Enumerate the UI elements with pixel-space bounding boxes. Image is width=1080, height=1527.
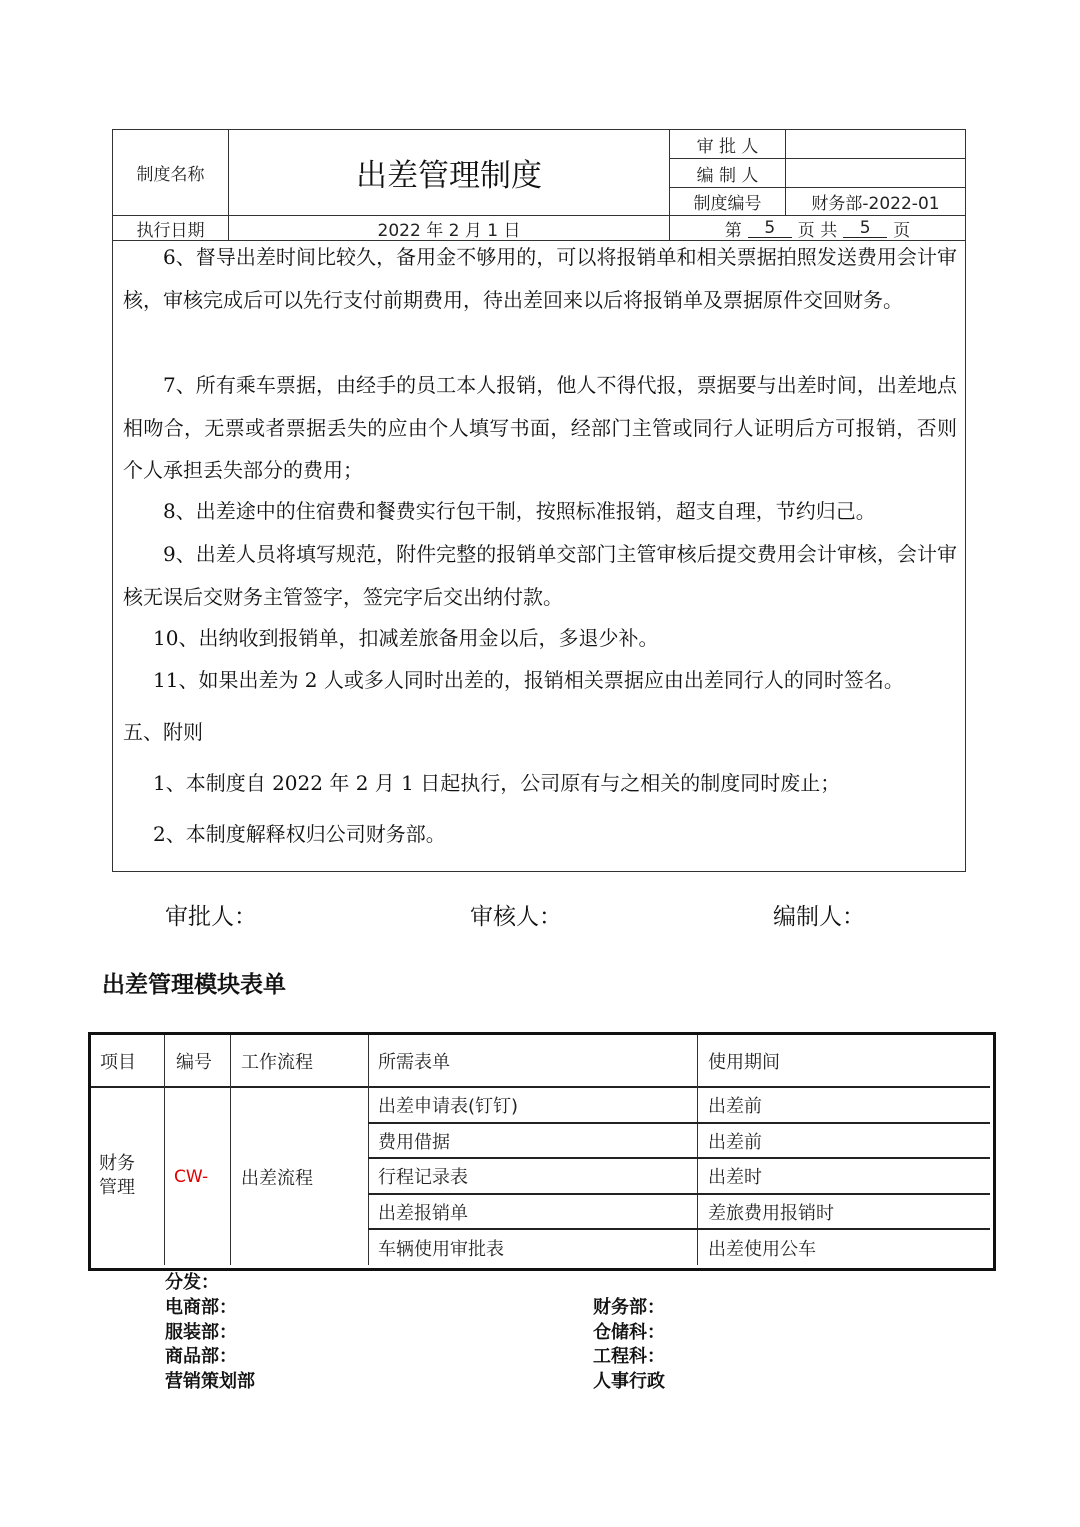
page-suffix: 页 — [893, 220, 911, 241]
item-line-2: 管理 — [99, 1177, 135, 1198]
module-heading: 出差管理模块表单 — [102, 971, 286, 998]
distribution-dept: 商品部： — [165, 1346, 237, 1367]
form-cell: 车辆使用审批表 — [378, 1238, 504, 1260]
compiler-value — [786, 159, 965, 187]
item-line-1: 财务 — [99, 1153, 135, 1174]
form-cell: 行程记录表 — [378, 1167, 468, 1188]
signature-compiler: 编制人： — [773, 904, 865, 930]
section-heading: 五、附则 — [123, 720, 203, 744]
policy-item-7: 7、所有乘车票据，由经手的员工本人报销，他人不得代报，票据要与出差时间，出差地点相吻合，无票或者票据丢失的应由个人填写书面，经部门主管或同行人证明后方可报销，否则个人承担丢失部分的费用； — [123, 373, 957, 482]
col-header-period: 使用期间 — [708, 1052, 780, 1073]
signature-reviewer: 审核人： — [470, 904, 562, 930]
page-total: 5 — [843, 219, 887, 238]
distribution-dept: 财务部： — [593, 1297, 665, 1318]
appendix-item-2: 2、本制度解释权归公司财务部。 — [153, 822, 446, 846]
col-header-code: 编号 — [176, 1052, 212, 1073]
policy-item-6: 6、督导出差时间比较久，备用金不够用的，可以将报销单和相关票据拍照发送费用会计审核，审核完成后可以先行支付前期费用，待出差回来以后将报销单及票据原件交回财务。 — [123, 245, 957, 312]
period-cell: 出差前 — [708, 1096, 762, 1117]
exec-date-value: 2022 年 2 月 1 日 — [377, 220, 521, 241]
distribution-dept: 人事行政 — [593, 1371, 665, 1392]
page-current: 5 — [748, 219, 792, 238]
form-cell: 出差报销单 — [378, 1202, 468, 1224]
compiler-label: 编 制 人 — [696, 165, 759, 186]
form-cell: 出差申请表(钉钉) — [378, 1096, 519, 1117]
distribution-dept: 仓储科： — [593, 1322, 665, 1343]
policy-item-11: 11、如果出差为 2 人或多人同时出差的，报销相关票据应由出差同行人的同时签名。 — [153, 668, 904, 692]
policy-name-label: 制度名称 — [136, 165, 205, 185]
appendix-item-1: 1、本制度自 2022 年 2 月 1 日起执行，公司原有与之相关的制度同时废止； — [153, 771, 841, 795]
process-cell: 出差流程 — [241, 1167, 313, 1189]
period-cell: 出差使用公车 — [708, 1238, 816, 1260]
policy-item-10: 10、出纳收到报销单，扣减差旅备用金以后，多退少补。 — [153, 626, 659, 650]
distribution-dept: 服装部： — [165, 1322, 237, 1343]
distribution-label: 分发： — [165, 1272, 219, 1293]
col-header-item: 项目 — [100, 1052, 136, 1073]
period-cell: 差旅费用报销时 — [708, 1202, 834, 1224]
distribution-dept: 营销策划部 — [165, 1371, 255, 1392]
item-cell — [99, 1152, 135, 1200]
col-header-form: 所需表单 — [378, 1052, 450, 1073]
approver-value — [786, 130, 965, 158]
policy-code-label: 制度编号 — [693, 194, 762, 214]
period-cell: 出差时 — [708, 1167, 762, 1188]
signature-approver: 审批人： — [165, 904, 257, 930]
policy-item-8: 8、出差途中的住宿费和餐费实行包干制，按照标准报销，超支自理，节约归己。 — [163, 499, 876, 523]
distribution-dept: 电商部： — [165, 1297, 237, 1318]
distribution-dept: 工程科： — [593, 1346, 665, 1367]
policy-item-9: 9、出差人员将填写规范，附件完整的报销单交部门主管审核后提交费用会计审核，会计审核无误后交财务主管签字，签完字后交出纳付款。 — [123, 542, 957, 609]
policy-title: 出差管理制度 — [356, 158, 542, 194]
page-mid: 页 共 — [797, 220, 838, 241]
col-header-process: 工作流程 — [241, 1052, 313, 1073]
page-prefix: 第 — [724, 220, 742, 241]
approver-label: 审 批 人 — [696, 136, 759, 157]
exec-date-label: 执行日期 — [136, 220, 205, 241]
form-cell: 费用借据 — [378, 1131, 450, 1153]
code-cell: CW- — [174, 1166, 209, 1187]
policy-code-value: 财务部-2022-01 — [811, 194, 940, 214]
period-cell: 出差前 — [708, 1131, 762, 1153]
